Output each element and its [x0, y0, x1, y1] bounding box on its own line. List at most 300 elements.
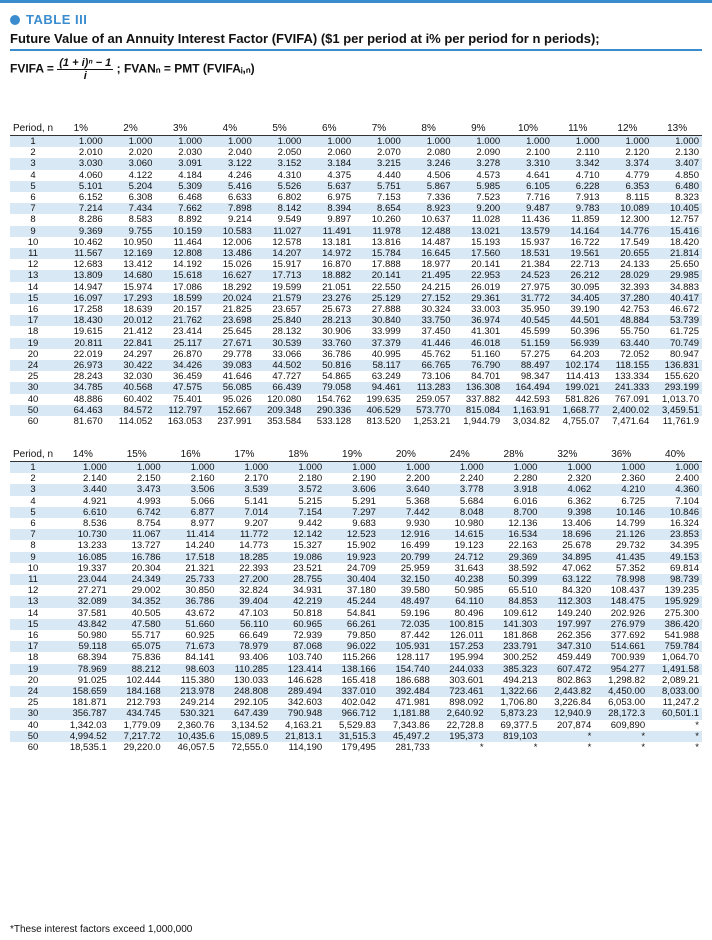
table-row: [10, 552, 702, 563]
factor-cell: 4.440: [377, 169, 401, 181]
factor-cell: 573.770: [404, 405, 454, 416]
factor-cell: 2.080: [426, 147, 451, 159]
factor-cell: 2.280: [513, 473, 538, 485]
factor-cell: 767.091: [614, 393, 650, 405]
factor-cell: *: [479, 742, 484, 754]
factor-cell: 4.375: [327, 169, 352, 181]
factor-cell: 100.815: [433, 619, 487, 630]
factor-cell: 84.572: [106, 405, 156, 416]
factor-cell: 4.060: [78, 169, 103, 181]
factor-cell: 30.422: [106, 360, 156, 371]
factor-cell: 10.405: [652, 203, 702, 214]
factor-cell: 22.019: [73, 348, 103, 360]
table-row: [10, 496, 702, 507]
table-row: [10, 529, 702, 540]
factor-cell: 9.549: [277, 214, 302, 226]
factor-cell: 102.174: [553, 360, 603, 371]
factor-cell: 281,733: [395, 742, 430, 754]
period-cell: 15: [10, 619, 56, 630]
table-2-container: [10, 448, 702, 753]
factor-cell: 41.446: [404, 338, 454, 349]
table-row: [10, 192, 702, 203]
period-cell: 6: [30, 518, 36, 530]
factor-cell: 12.757: [669, 214, 699, 226]
factor-cell: 36.974: [454, 315, 504, 326]
formula-lhs: FVIFA =: [10, 61, 54, 76]
factor-cell: 23.414: [173, 326, 203, 338]
factor-cell: 19.599: [272, 281, 302, 293]
factor-cell: 14.164: [553, 226, 603, 237]
factor-cell: 12.808: [155, 248, 205, 259]
factor-cell: 22.550: [371, 281, 401, 293]
factor-cell: 29.361: [454, 293, 504, 304]
factor-cell: 26.212: [553, 270, 603, 281]
factor-cell: 12.916: [379, 529, 433, 540]
factor-cell: 3,134.52: [231, 719, 269, 731]
factor-cell: 813.520: [366, 416, 401, 428]
period-cell: 8: [30, 540, 36, 552]
table-row: [10, 473, 702, 484]
factor-cell: 71.673: [164, 641, 218, 652]
factor-cell: 79.850: [346, 630, 376, 642]
factor-cell: 14.776: [603, 226, 653, 237]
table-row: [10, 540, 702, 551]
factor-cell: 16.786: [110, 552, 164, 563]
factor-cell: 15.618: [155, 270, 205, 281]
factor-cell: 13.233: [77, 540, 107, 552]
factor-cell: 34.426: [155, 360, 205, 371]
factor-cell: 34.405: [553, 293, 603, 304]
factor-cell: 30.404: [325, 574, 379, 585]
factor-cell: 6,053.00: [608, 697, 646, 709]
factor-cell: 69,377.5: [500, 719, 538, 731]
period-cell: 17: [10, 641, 56, 652]
factor-cell: 290.336: [304, 405, 354, 416]
factor-cell: 3,459.51: [652, 405, 702, 416]
factor-cell: 9.369: [56, 226, 106, 237]
factor-cell: 112.303: [540, 596, 594, 607]
factor-cell: 103.740: [287, 652, 323, 664]
factor-cell: 966.712: [325, 708, 379, 719]
factor-cell: 30.850: [185, 585, 215, 597]
factor-cell: 10.260: [371, 214, 401, 226]
factor-cell: 22.163: [508, 540, 538, 552]
factor-cell: 1.000: [454, 136, 504, 148]
factor-cell: 50.396: [570, 326, 600, 338]
factor-cell: 237.991: [217, 416, 252, 428]
factor-cell: 15.416: [652, 226, 702, 237]
factor-cell: 7.336: [426, 192, 451, 204]
factor-cell: 581.826: [565, 393, 600, 405]
factor-cell: 353.584: [267, 416, 302, 428]
factor-cell: 28.132: [272, 326, 302, 338]
factor-cell: 40.995: [371, 348, 401, 360]
factor-cell: 70.749: [652, 338, 702, 349]
period-cell: 20: [27, 674, 39, 686]
factor-cell: 84.853: [487, 596, 541, 607]
factor-cell: 23.276: [304, 293, 354, 304]
factor-cell: 6.802: [277, 192, 302, 204]
factor-cell: 17.293: [106, 293, 156, 304]
factor-cell: 84.701: [471, 371, 501, 383]
factor-cell: 259.057: [416, 393, 451, 405]
factor-cell: 65.075: [110, 641, 164, 652]
factor-cell: 7,471.64: [612, 416, 650, 428]
factor-cell: 123.414: [271, 664, 325, 675]
factor-cell: 5,873.23: [487, 708, 541, 719]
factor-cell: 7.523: [476, 192, 501, 204]
table-row: [10, 462, 702, 474]
factor-cell: 18.639: [123, 304, 153, 316]
factor-cell: 11.491: [304, 226, 354, 237]
factor-cell: 25.840: [255, 315, 305, 326]
factor-cell: 27.271: [77, 585, 107, 597]
factor-cell: 5.751: [354, 181, 404, 192]
factor-cell: 66.649: [239, 630, 269, 642]
factor-cell: 4,994.52: [56, 731, 110, 742]
factor-cell: 12.300: [620, 214, 650, 226]
factor-cell: 29.732: [616, 540, 646, 552]
table-row: [10, 652, 702, 663]
factor-cell: 15.327: [293, 540, 323, 552]
factor-cell: 199.021: [553, 382, 603, 393]
formula-denominator: i: [83, 70, 87, 82]
factor-cell: 2.120: [625, 147, 650, 159]
factor-cell: 459.449: [556, 652, 592, 664]
factor-cell: 12.006: [222, 236, 252, 248]
factor-cell: 13.816: [371, 236, 401, 248]
table-2-header-row: [10, 448, 702, 462]
period-cell: 14: [27, 281, 39, 293]
factor-cell: 29.002: [131, 585, 161, 597]
factor-cell: 41.646: [222, 371, 252, 383]
factor-cell: 20.811: [56, 338, 106, 349]
factor-cell: 23.044: [56, 574, 110, 585]
factor-cell: 7,343.86: [392, 719, 430, 731]
factor-cell: 8.394: [304, 203, 354, 214]
factor-cell: 530.321: [164, 708, 218, 719]
factor-cell: 8.142: [255, 203, 305, 214]
factor-cell: 9.930: [406, 518, 430, 530]
factor-cell: 50.985: [454, 585, 484, 597]
factor-cell: 40.238: [433, 574, 487, 585]
factor-cell: 1,322.66: [487, 686, 541, 697]
factor-cell: 39.580: [400, 585, 430, 597]
factor-cell: 56.110: [217, 619, 271, 630]
factor-cell: 114.052: [118, 416, 153, 428]
formula-rhs: ; FVANₙ = PMT (FVIFAᵢ,ₙ): [116, 61, 255, 76]
factor-cell: 7.153: [377, 192, 401, 204]
rate-column-header: 40%: [648, 448, 702, 462]
factor-cell: 30.539: [255, 338, 305, 349]
factor-cell: 11.859: [571, 214, 600, 226]
factor-cell: 7.898: [205, 203, 255, 214]
factor-cell: 69.814: [669, 562, 699, 574]
factor-cell: 195.994: [449, 652, 484, 664]
factor-cell: 25.733: [164, 574, 218, 585]
factor-cell: 300.252: [503, 652, 538, 664]
factor-cell: 80.947: [669, 348, 699, 360]
factor-cell: 609,890: [610, 719, 646, 731]
period-cell: 7: [10, 529, 56, 540]
table-row: [10, 371, 702, 382]
factor-cell: 5.215: [298, 495, 323, 507]
factor-cell: 4.506: [426, 169, 451, 181]
factor-cell: 21.814: [652, 248, 702, 259]
factor-cell: 16.870: [322, 259, 352, 271]
factor-cell: 6.152: [78, 192, 103, 204]
factor-cell: 46.672: [669, 304, 699, 316]
factor-cell: 1.000: [503, 136, 553, 148]
period-cell: 12: [27, 259, 39, 271]
factor-cell: 759.784: [648, 641, 702, 652]
factor-cell: 57.352: [616, 562, 646, 574]
factor-cell: 27.975: [520, 281, 550, 293]
factor-cell: 11.772: [217, 529, 271, 540]
factor-cell: 11.567: [56, 248, 106, 259]
factor-cell: 2.060: [327, 147, 352, 159]
factor-cell: 3.278: [454, 158, 504, 169]
factor-cell: 164.494: [503, 382, 553, 393]
factor-cell: 14.680: [106, 270, 156, 281]
factor-cell: 19.561: [553, 248, 603, 259]
factor-cell: 120.080: [267, 393, 302, 405]
factor-cell: 392.484: [379, 686, 433, 697]
factor-cell: 16.085: [56, 552, 110, 563]
factor-cell: *: [648, 731, 702, 742]
factor-cell: 5.637: [304, 181, 354, 192]
factor-cell: 3.342: [553, 158, 603, 169]
factor-cell: 10.089: [603, 203, 653, 214]
factor-cell: 34.785: [56, 382, 106, 393]
factor-cell: 18.285: [217, 552, 271, 563]
factor-cell: 16.097: [56, 293, 106, 304]
factor-cell: 33.760: [304, 338, 354, 349]
table-row: [10, 326, 702, 337]
period-cell: 14: [27, 607, 39, 619]
period-cell: 40: [27, 719, 39, 731]
factor-cell: 3.640: [379, 484, 433, 495]
factor-cell: 17.518: [164, 552, 218, 563]
factor-cell: 63.249: [371, 371, 401, 383]
factor-cell: 88.212: [110, 664, 164, 675]
factor-cell: 28.029: [603, 270, 653, 281]
factor-cell: 37.280: [603, 293, 653, 304]
factor-cell: 2.160: [190, 473, 215, 485]
factor-cell: 27.671: [205, 338, 255, 349]
table-row: [10, 641, 702, 652]
factor-cell: 9.442: [298, 518, 323, 530]
factor-cell: 7.014: [217, 507, 271, 518]
factor-cell: 38.592: [508, 562, 538, 574]
factor-cell: 60.965: [271, 619, 325, 630]
factor-cell: 29,220.0: [123, 742, 161, 754]
factor-cell: *: [587, 742, 592, 754]
factor-cell: 16.627: [205, 270, 255, 281]
factor-cell: 22,728.8: [446, 719, 484, 731]
factor-cell: 212.793: [126, 697, 161, 709]
factor-cell: 815.084: [454, 405, 504, 416]
table-row: [10, 686, 702, 697]
factor-cell: 3.060: [106, 158, 156, 169]
factor-cell: 15.937: [520, 236, 550, 248]
period-cell: 50: [10, 731, 56, 742]
factor-cell: 9.200: [454, 203, 504, 214]
factor-cell: 50.818: [293, 607, 323, 619]
formula-fraction: [57, 57, 113, 82]
rate-column-header: 36%: [594, 448, 648, 462]
factor-cell: 11.978: [354, 226, 404, 237]
factor-cell: 2.180: [298, 473, 323, 485]
factor-cell: 47.580: [110, 619, 164, 630]
factor-cell: 25.645: [222, 326, 252, 338]
period-cell: 4: [30, 169, 36, 181]
factor-cell: 98.739: [648, 574, 702, 585]
factor-cell: 406.529: [354, 405, 404, 416]
factor-cell: 141.303: [487, 619, 541, 630]
factor-cell: 34.395: [669, 540, 699, 552]
factor-cell: 30.095: [570, 281, 600, 293]
factor-cell: 76.790: [454, 360, 504, 371]
period-cell: 2: [30, 147, 36, 159]
factor-cell: 8.923: [404, 203, 454, 214]
table-row: [10, 203, 702, 214]
table-row: [10, 293, 702, 304]
factor-cell: 21,813.1: [271, 731, 325, 742]
factor-cell: 195,373: [433, 731, 487, 742]
factor-cell: 88.497: [503, 360, 553, 371]
factor-cell: 15.193: [471, 236, 501, 248]
factor-cell: 6.877: [164, 507, 218, 518]
factor-cell: 6.725: [621, 495, 646, 507]
factor-cell: 44.502: [255, 360, 305, 371]
factor-cell: 1,013.70: [662, 393, 699, 405]
factor-cell: 1.000: [553, 136, 603, 148]
factor-cell: 5.368: [406, 495, 430, 507]
factor-cell: 2.040: [227, 147, 252, 159]
factor-cell: 30.906: [322, 326, 352, 338]
factor-cell: 59.196: [400, 607, 430, 619]
formula: [10, 57, 702, 93]
factor-cell: 37.180: [346, 585, 376, 597]
factor-cell: 165.418: [341, 674, 376, 686]
factor-cell: 244.033: [433, 664, 487, 675]
factor-cell: 25.117: [155, 338, 205, 349]
factor-cell: 3.506: [164, 484, 218, 495]
factor-cell: 1.000: [648, 462, 702, 474]
factor-cell: 15.026: [222, 259, 252, 271]
factor-cell: 3.310: [503, 158, 553, 169]
factor-cell: 33.999: [371, 326, 401, 338]
factor-cell: 95.026: [222, 393, 252, 405]
period-cell: 40: [27, 393, 39, 405]
factor-cell: 45.762: [421, 348, 451, 360]
factor-cell: 112.797: [155, 405, 205, 416]
rate-column-header: 12%: [603, 122, 653, 136]
factor-cell: 514.661: [594, 641, 648, 652]
factor-cell: 14.615: [433, 529, 487, 540]
period-cell: 9: [10, 552, 56, 563]
factor-cell: 8.583: [128, 214, 153, 226]
factor-cell: 21.412: [123, 326, 153, 338]
factor-cell: 1.000: [255, 136, 305, 148]
period-column-header: Period, n: [10, 448, 56, 462]
factor-cell: 24.523: [503, 270, 553, 281]
table-row: [10, 563, 702, 574]
factor-cell: 2.090: [476, 147, 501, 159]
factor-cell: 11.436: [521, 214, 550, 226]
factor-cell: 647.439: [217, 708, 271, 719]
factor-cell: 60.402: [123, 393, 153, 405]
factor-cell: 152.667: [205, 405, 255, 416]
table-1-header-row: [10, 122, 702, 136]
factor-cell: *: [540, 731, 594, 742]
factor-cell: 5.066: [190, 495, 215, 507]
rate-column-header: 10%: [503, 122, 553, 136]
factor-cell: 54.865: [322, 371, 352, 383]
rate-column-header: 5%: [255, 122, 305, 136]
factor-cell: 12.169: [106, 248, 156, 259]
period-cell: 17: [10, 315, 56, 326]
table-label: TABLE III: [10, 12, 702, 27]
factor-cell: 8.115: [626, 192, 650, 204]
factor-cell: 48.884: [603, 315, 653, 326]
factor-cell: 442.593: [515, 393, 550, 405]
factor-cell: 20.141: [471, 259, 501, 271]
factor-cell: 4.184: [178, 169, 203, 181]
factor-cell: 57.275: [520, 348, 550, 360]
factor-cell: 14.207: [255, 248, 305, 259]
table-row: [10, 596, 702, 607]
factor-cell: 3.122: [205, 158, 255, 169]
factor-cell: 7,217.72: [110, 731, 164, 742]
factor-cell: 12,940.9: [540, 708, 594, 719]
factor-cell: 5.101: [56, 181, 106, 192]
factor-cell: 75.836: [131, 652, 161, 664]
factor-cell: 6.308: [128, 192, 153, 204]
factor-cell: 5.204: [106, 181, 156, 192]
factor-cell: 136.831: [652, 360, 702, 371]
factor-cell: 16.534: [487, 529, 541, 540]
factor-cell: 21.051: [322, 281, 352, 293]
factor-cell: 36.786: [322, 348, 352, 360]
factor-cell: 42.753: [620, 304, 650, 316]
factor-cell: 33.066: [272, 348, 302, 360]
factor-cell: 41.435: [594, 552, 648, 563]
factor-cell: 11.027: [255, 226, 305, 237]
factor-cell: 40.568: [106, 382, 156, 393]
factor-cell: 1,706.80: [500, 697, 538, 709]
factor-cell: 75.401: [173, 393, 203, 405]
rate-column-header: 17%: [217, 448, 271, 462]
factor-cell: 4.122: [128, 169, 153, 181]
factor-cell: 2.030: [178, 147, 203, 159]
factor-cell: 2,400.02: [603, 405, 653, 416]
factor-cell: 19.123: [454, 540, 484, 552]
factor-cell: 21.495: [404, 270, 454, 281]
factor-cell: 22.713: [570, 259, 600, 271]
factor-cell: 163.053: [167, 416, 203, 428]
factor-cell: 23.853: [648, 529, 702, 540]
factor-cell: 6.228: [553, 181, 603, 192]
factor-cell: 186.688: [395, 674, 430, 686]
rate-column-header: 14%: [56, 448, 110, 462]
factor-cell: 155.620: [664, 371, 699, 383]
factor-cell: 14.487: [421, 236, 451, 248]
factor-cell: 21.321: [185, 562, 215, 574]
factor-cell: 34.931: [293, 585, 323, 597]
factor-cell: 3.918: [487, 484, 541, 495]
